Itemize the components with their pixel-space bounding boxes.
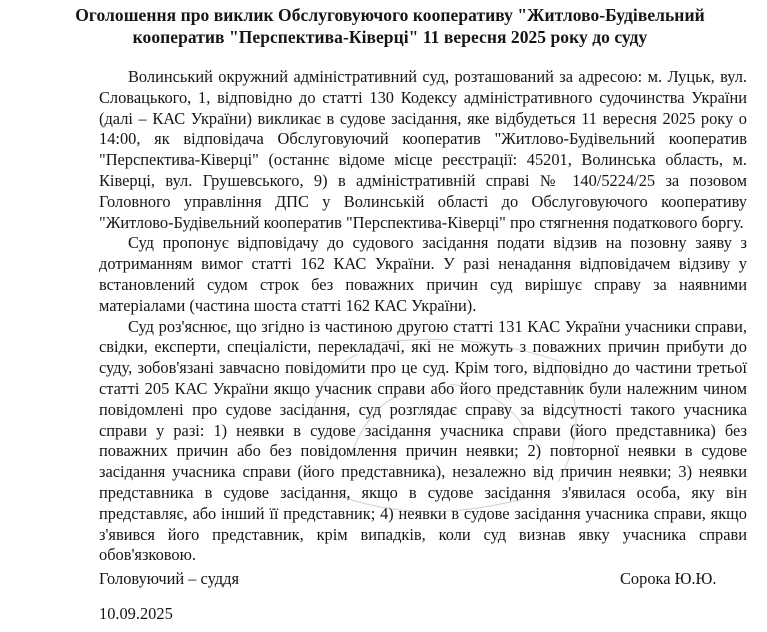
notice-title: Оголошення про виклик Обслуговуючого кооперативу "Житлово-Будівельний кооператив "Перспектива-Ківерці" 11 вересня 2025 року до суду xyxy=(75,5,705,47)
judge-role: Головуючий – суддя xyxy=(99,569,239,588)
document-date: 10.09.2025 xyxy=(99,604,173,623)
paragraph-response: Суд пропонує відповідачу до судового засідання подати відзив на позовну заяву з дотриманням вимог статті 162 КАС України. У разі ненадання відповідачем відзиву у встановлений судом строк без поважних причин суд вирішує справу за наявними матеріалами (частина шоста статті 162 КАС України). xyxy=(99,233,747,315)
notice-body xyxy=(99,67,747,566)
paragraph-summons: Волинський окружний адміністративний суд, розташований за адресою: м. Луцьк, вул. Словацького, 1, відповідно до статті 130 Кодексу адміністративного судочинства України (далі – КАС України) викликає в судове засідання, яке відбудеться 11 вересня 2025 року о 14:00, як відповідача Обслуговуючий кооператив "Житлово-Будівельний кооператив "Перспектива-Ківерці" (останнє відоме місце реєстрації: 45201, Волинська область, м. Ківерці, вул. Грушевського, 9) в адміністративній справі № 140/5224/25 за позовом Головного управління ДПС у Волинській області до Обслуговуючого кооперативу "Житлово-Будівельний кооператив "Перспектива-Ківерці" про стягнення податкового боргу. xyxy=(99,67,747,232)
judge-name: Сорока Ю.Ю. xyxy=(620,569,717,588)
paragraph-explanation: Суд роз'яснює, що згідно із частиною другою статті 131 КАС України учасники справи, свідки, експерти, спеціалісти, перекладачі, які не можуть з поважних причин прибути до суду, зобов'язані завчасно повідомити про це суд. Крім того, відповідно до частини третьої статті 205 КАС України якщо учасник справи або його представник були належним чином повідомлені про судове засідання, суд розглядає справу за відсутності такого учасника справи у разі: 1) неявки в судове засідання учасника справи (його представника) без поважних причин або без повідомлення причин неявки; 2) повторної неявки в судове засідання учасника справи (його представника), незалежно від причин неявки; 3) неявки представника в судове засідання, якщо в судове засідання з'явилася особа, яку він представляє, або інший її представник; 4) неявки в судове засідання учасника справи, якщо з'явився його представник, крім випадків, коли суд визнав явку учасника справи обов'язковою. xyxy=(99,316,747,565)
